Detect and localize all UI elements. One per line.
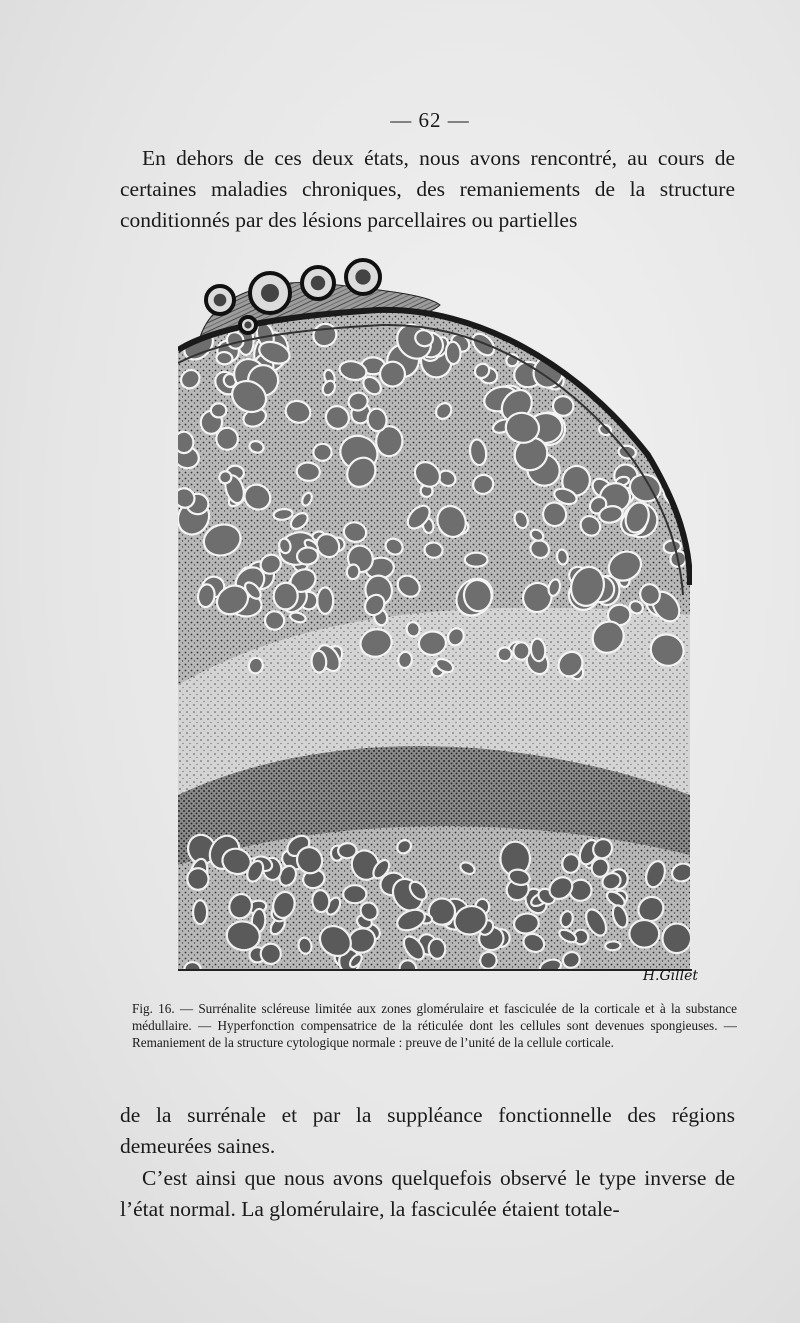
- vessel-lumen: [214, 294, 227, 307]
- cell-lobule: [296, 462, 321, 482]
- cell-lobule: [605, 941, 621, 951]
- vessel-lumen: [355, 269, 370, 284]
- vessel-lumen: [311, 276, 325, 290]
- cell-lobule: [626, 323, 672, 371]
- cell-lobule: [527, 329, 545, 350]
- cell-lobule: [317, 587, 333, 613]
- cell-lobule: [211, 403, 227, 418]
- cell-lobule: [216, 351, 233, 365]
- page-number: — 62 —: [390, 108, 470, 132]
- cell-lobule: [614, 385, 626, 399]
- cell-lobule: [651, 323, 680, 352]
- cell-lobule: [665, 415, 685, 434]
- figure-caption-text: — Surrénalite scléreuse limitée aux zones glomérulaire et fasciculée de la corticale et à la substance médullaire. — Hyperfonction compensatrice de la réticulée dont les cellules sont devenues spongieuses. — Remaniement de la structure cytologique normale : preuve de l’unité de la cellule corticale.: [132, 1001, 738, 1050]
- cell-lobule: [313, 444, 331, 461]
- cell-lobule: [311, 889, 330, 912]
- paragraph-bottom-1: de la surrénale et par la suppléance fonctionnelle des régions demeurées saines.: [120, 1103, 735, 1158]
- cell-lobule: [428, 938, 446, 959]
- cell-lobule: [445, 341, 461, 364]
- cell-lobule: [343, 885, 367, 903]
- cell-lobule: [273, 582, 298, 610]
- paragraph-bottom-2: C’est ainsi que nous avons quelquefois observé le type inverse de l’état normal. La glomérulaire, la fasciculée étaient totale-: [120, 1166, 735, 1221]
- cell-lobule: [193, 900, 207, 924]
- cell-lobule: [652, 357, 676, 385]
- cell-lobule: [665, 329, 680, 344]
- cell-lobule: [634, 382, 652, 401]
- cell-lobule: [513, 642, 530, 660]
- cell-lobule: [625, 358, 657, 391]
- cell-lobule: [346, 564, 360, 580]
- paragraph-top: En dehors de ces deux états, nous avons rencontré, au cours de certaines maladies chroniques, des remaniements de la structure conditionnés par des lésions parcellaires ou partielles: [120, 146, 735, 232]
- cell-lobule: [264, 610, 285, 631]
- cell-lobule: [178, 431, 194, 453]
- cell-lobule: [561, 322, 599, 359]
- cell-lobule: [296, 546, 319, 565]
- histology-figure: [178, 255, 698, 990]
- histology-illustration: [178, 255, 692, 990]
- cell-lobule: [644, 380, 663, 393]
- cell-lobule: [628, 919, 660, 949]
- vessel-lumen: [261, 284, 279, 302]
- cell-lobule: [465, 553, 488, 567]
- cell-lobule: [424, 542, 443, 559]
- cell-lobule: [643, 356, 666, 375]
- vessel-lumen: [244, 321, 251, 328]
- cell-lobule: [649, 433, 672, 458]
- figure-caption: [132, 1000, 737, 1051]
- figure-label: Fig. 16.: [132, 1001, 175, 1016]
- artist-signature: H.Gillet: [642, 968, 698, 984]
- cell-lobule: [338, 843, 357, 859]
- cell-lobule: [311, 650, 327, 673]
- cell-lobule: [677, 333, 688, 347]
